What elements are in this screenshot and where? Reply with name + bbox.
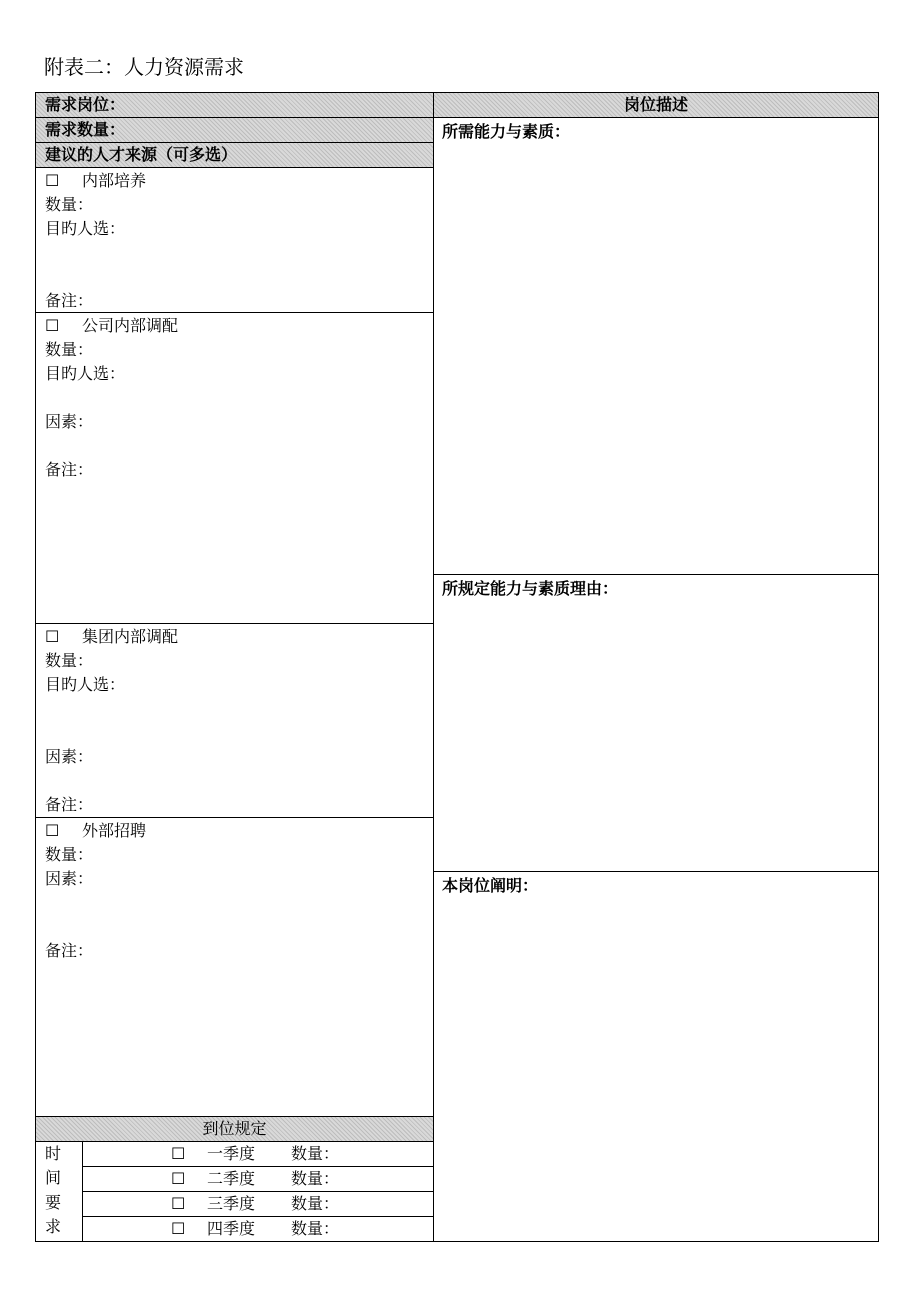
section-line: 目旳人选： bbox=[45, 364, 126, 383]
section-line: 备注： bbox=[45, 291, 94, 310]
column-divider bbox=[433, 92, 434, 1242]
quarter-qty: 数量： bbox=[291, 1219, 340, 1238]
section-line: 因素： bbox=[45, 412, 94, 431]
quarter-label: 四季度 bbox=[207, 1219, 256, 1238]
row-divider bbox=[35, 817, 434, 818]
checkbox[interactable]: ☐ bbox=[45, 821, 60, 840]
section-line: 数量： bbox=[45, 651, 94, 670]
section-line: 目旳人选： bbox=[45, 219, 126, 238]
section-line: 备注： bbox=[45, 795, 94, 814]
quarter-divider bbox=[82, 1216, 434, 1217]
checkbox[interactable]: ☐ bbox=[45, 627, 60, 646]
section-line: 数量： bbox=[45, 195, 94, 214]
quarter-label: 一季度 bbox=[207, 1144, 256, 1163]
section-line: 目旳人选： bbox=[45, 675, 126, 694]
row-divider bbox=[35, 312, 434, 313]
section-internal-training-title: 内部培养 bbox=[82, 171, 147, 190]
section-line: 因素： bbox=[45, 747, 94, 766]
explanation-label: 本岗位阐明： bbox=[442, 876, 539, 895]
row-divider bbox=[35, 623, 434, 624]
section-line: 备注： bbox=[45, 460, 94, 479]
source-header: 建议的人才来源（可多选） bbox=[45, 145, 238, 164]
quarter-checkbox[interactable]: ☐ bbox=[171, 1169, 186, 1188]
position-label: 需求岗位： bbox=[45, 95, 126, 114]
form-table bbox=[35, 92, 879, 1242]
quantity-label: 需求数量： bbox=[45, 120, 126, 139]
checkbox[interactable]: ☐ bbox=[45, 171, 60, 190]
time-req-char: 求 bbox=[45, 1217, 62, 1236]
quarter-checkbox[interactable]: ☐ bbox=[171, 1144, 186, 1163]
quarter-label: 二季度 bbox=[207, 1169, 256, 1188]
time-req-char: 时 bbox=[45, 1144, 62, 1163]
quarter-divider bbox=[82, 1191, 434, 1192]
section-external-recruit-title: 外部招聘 bbox=[82, 821, 147, 840]
section-company-transfer-title: 公司内部调配 bbox=[82, 316, 179, 335]
quarter-checkbox[interactable]: ☐ bbox=[171, 1194, 186, 1213]
quarter-qty: 数量： bbox=[291, 1169, 340, 1188]
quarter-divider bbox=[82, 1166, 434, 1167]
quarter-qty: 数量： bbox=[291, 1144, 340, 1163]
abilities-label: 所需能力与素质： bbox=[442, 122, 571, 141]
quarter-checkbox[interactable]: ☐ bbox=[171, 1219, 186, 1238]
checkbox[interactable]: ☐ bbox=[45, 316, 60, 335]
row-divider bbox=[433, 574, 879, 575]
reasons-label: 所规定能力与素质理由： bbox=[442, 579, 619, 598]
quarter-qty: 数量： bbox=[291, 1194, 340, 1213]
section-group-transfer-title: 集团内部调配 bbox=[82, 627, 179, 646]
row-divider bbox=[433, 871, 879, 872]
quarter-label: 三季度 bbox=[207, 1194, 256, 1213]
section-line: 数量： bbox=[45, 845, 94, 864]
page-title: 附表二：人力资源需求 bbox=[44, 55, 244, 79]
section-line: 数量： bbox=[45, 340, 94, 359]
job-description-header: 岗位描述 bbox=[623, 95, 688, 114]
section-line: 备注： bbox=[45, 941, 94, 960]
arrival-header: 到位规定 bbox=[202, 1119, 267, 1138]
time-req-char: 间 bbox=[45, 1168, 62, 1187]
section-line: 因素： bbox=[45, 869, 94, 888]
time-req-char: 要 bbox=[45, 1193, 62, 1212]
